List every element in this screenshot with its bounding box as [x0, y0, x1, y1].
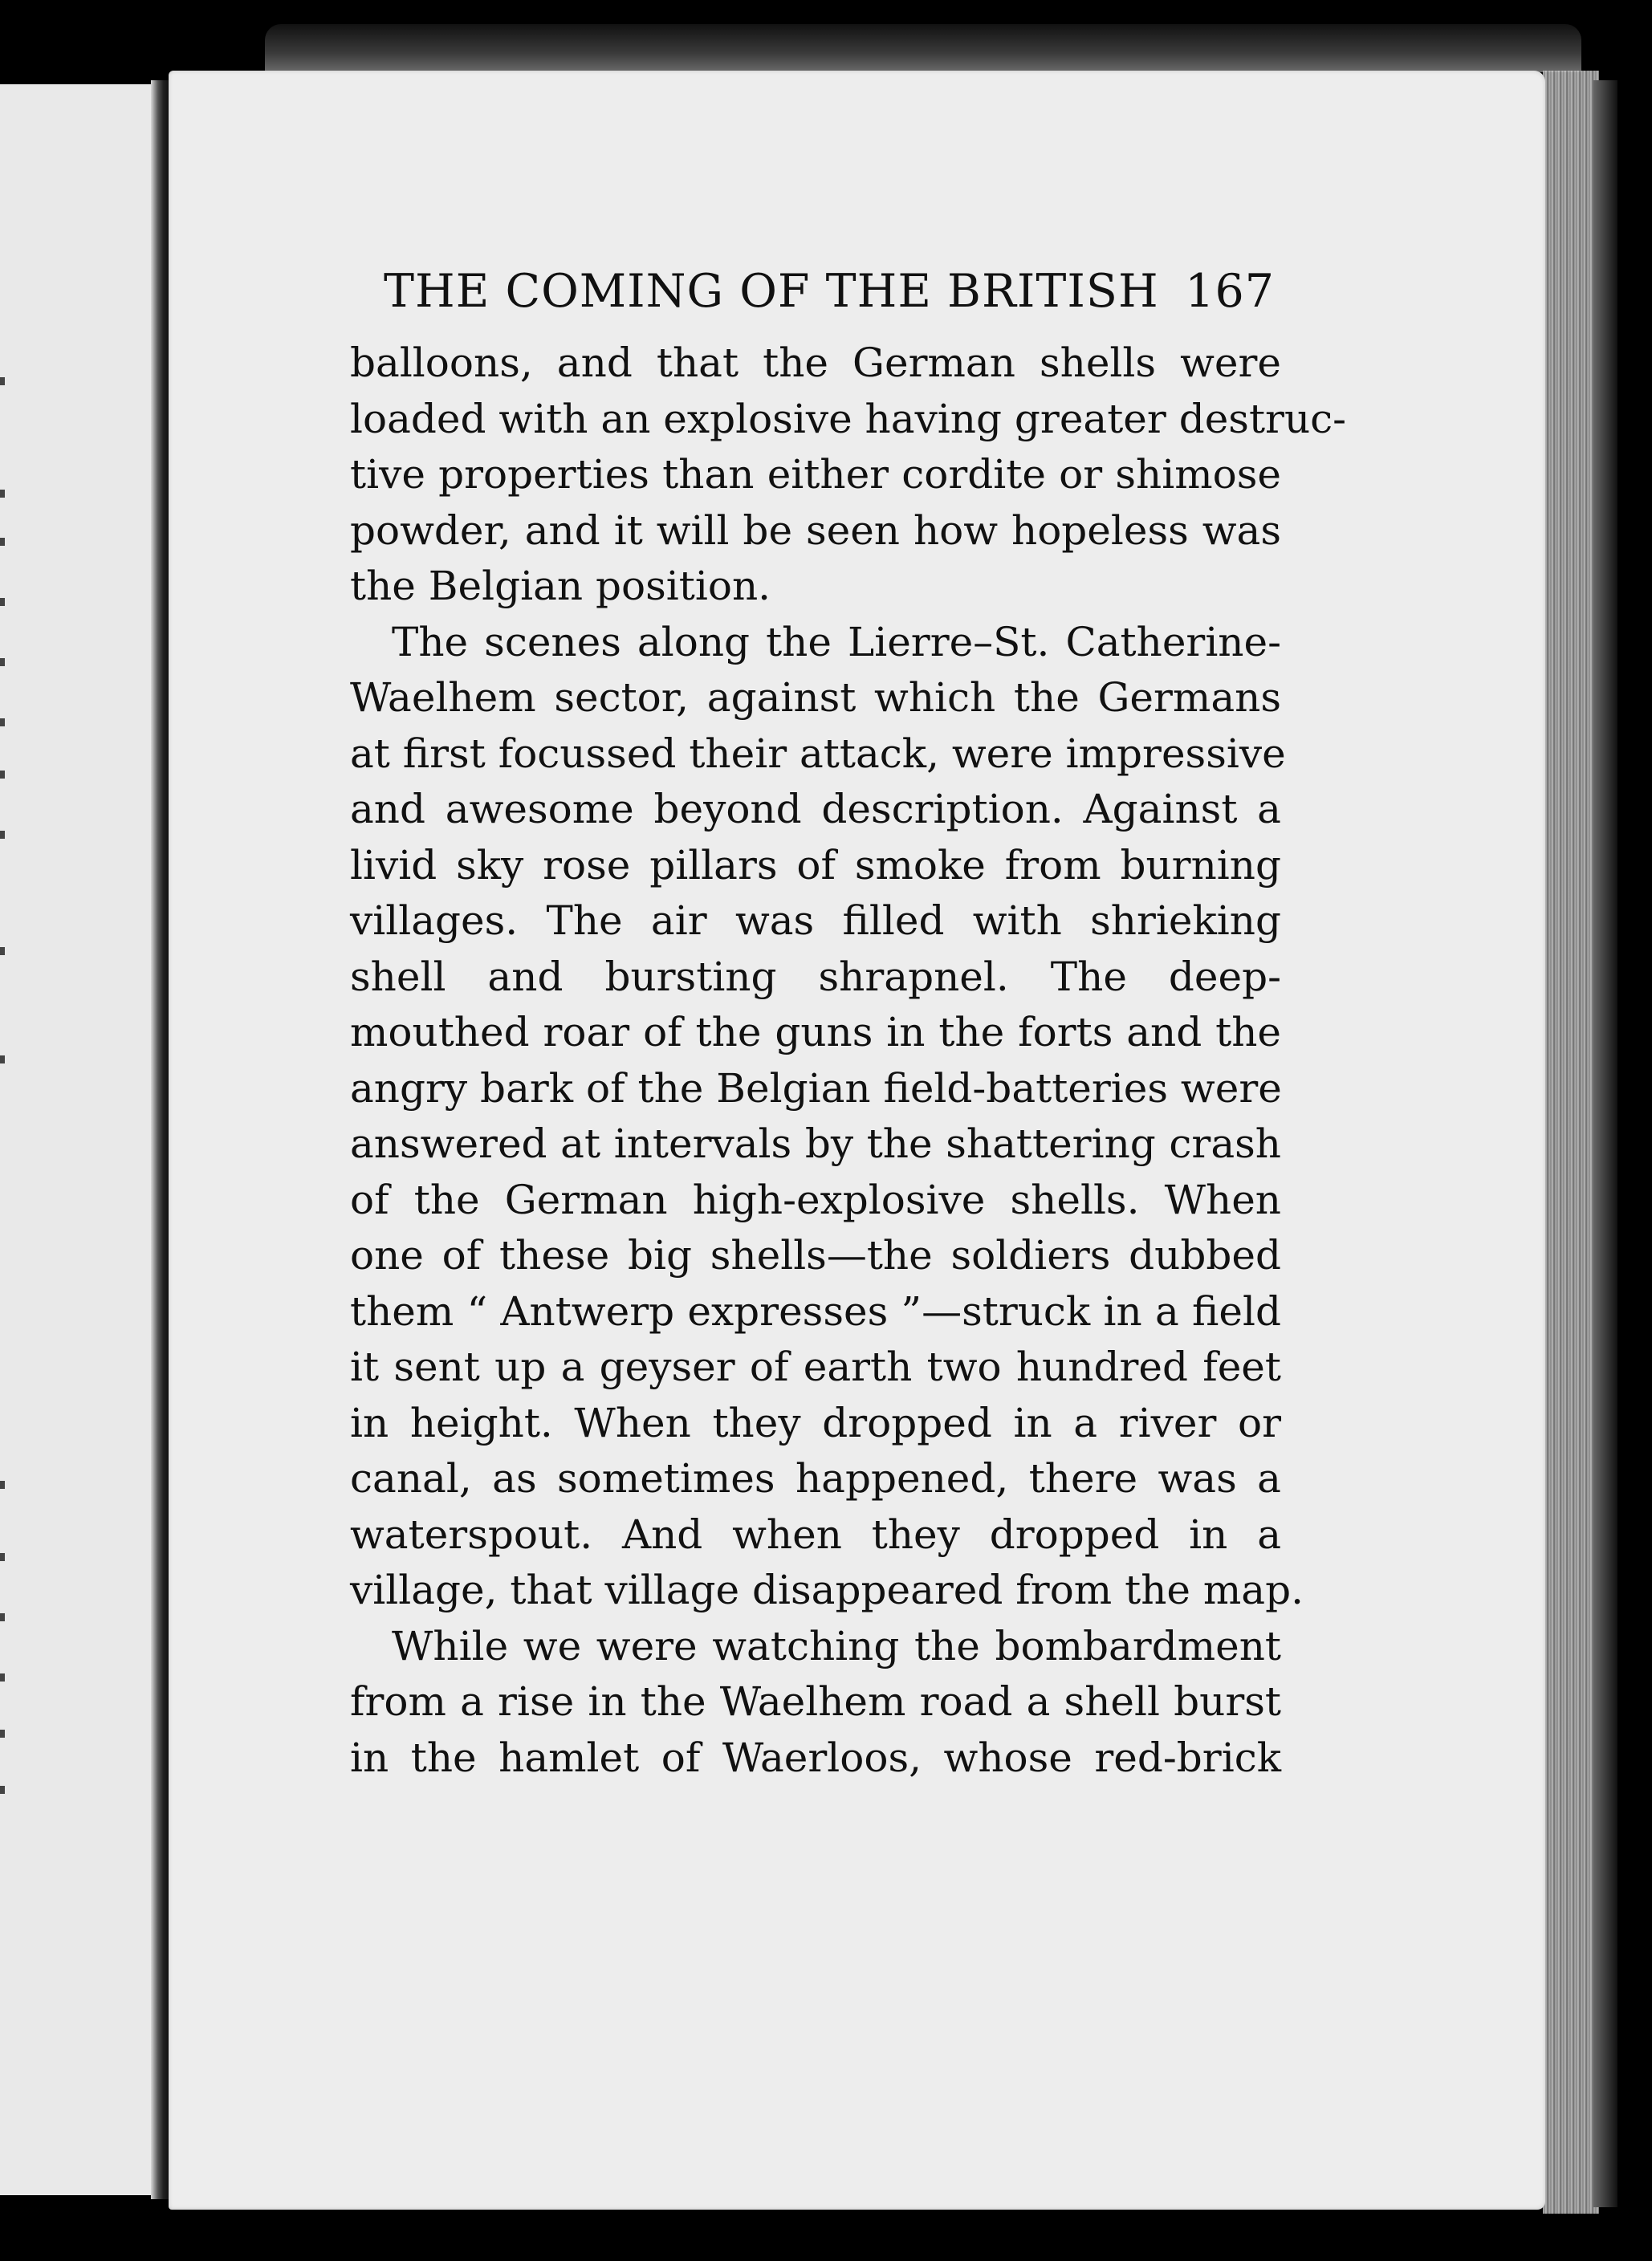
text-line: at first focussed their attack, were impressive — [350, 730, 1286, 777]
text-line: village, that village disappeared from the map. — [350, 1567, 1304, 1613]
text-line: shell and bursting shrapnel. The deep- — [350, 953, 1281, 1000]
margin-mark — [0, 538, 5, 546]
margin-mark — [0, 1786, 5, 1794]
text-line: canal, as sometimes happened, there was a — [350, 1455, 1281, 1502]
text-line: answered at intervals by the shattering crash — [350, 1120, 1281, 1167]
text-line: loaded with an explosive having greater destruc- — [350, 395, 1347, 442]
margin-mark — [0, 718, 5, 726]
margin-mark — [0, 1481, 5, 1489]
text-line: in height. When they dropped in a river or — [350, 1399, 1281, 1446]
text-line: angry bark of the Belgian field-batteries were — [350, 1064, 1282, 1112]
text-line: of the German high-explosive shells. When — [350, 1176, 1281, 1223]
text-line: tive properties than either cordite or shimose — [350, 451, 1281, 498]
running-head — [384, 265, 1275, 321]
margin-mark — [0, 947, 5, 955]
text-line: villages. The air was filled with shrieking — [350, 897, 1281, 944]
page-stack-edge — [1543, 71, 1599, 2214]
text-line: from a rise in the Waelhem road a shell burst — [350, 1678, 1281, 1725]
text-line: them “ Antwerp expresses ”—struck in a field — [350, 1287, 1281, 1335]
margin-mark — [0, 831, 5, 839]
margin-mark — [0, 1613, 5, 1621]
margin-mark — [0, 1055, 5, 1063]
margin-mark — [0, 377, 5, 385]
text-line: waterspout. And when they dropped in a — [350, 1511, 1281, 1558]
page-number: 167 — [1185, 265, 1275, 318]
text-line: While we were watching the bombardment — [392, 1622, 1281, 1669]
margin-mark — [0, 1673, 5, 1682]
text-line: in the hamlet of Waerloos, whose red-brick — [350, 1734, 1281, 1781]
margin-mark — [0, 658, 5, 666]
text-line: powder, and it will be seen how hopeless was — [350, 506, 1281, 554]
text-line: balloons, and that the German shells were — [350, 340, 1281, 386]
gutter-shadow — [151, 80, 169, 2199]
margin-mark — [0, 598, 5, 606]
text-line: and awesome beyond description. Against a — [350, 786, 1281, 832]
margin-mark — [0, 1553, 5, 1561]
margin-mark — [0, 771, 5, 779]
text-line: livid sky rose pillars of smoke from burning — [350, 841, 1281, 889]
running-head-title: THE COMING OF THE BRITISH — [384, 265, 1159, 318]
binding-top-strip — [265, 24, 1581, 72]
text-line: mouthed roar of the guns in the forts and the — [350, 1009, 1281, 1055]
body-text — [350, 335, 1347, 1786]
text-line: one of these big shells—the soldiers dubbed — [350, 1232, 1281, 1279]
left-facing-page — [0, 84, 161, 2195]
text-line: The scenes along the Lierre–St. Catherine- — [392, 618, 1281, 665]
text-line: the Belgian position. — [350, 563, 771, 609]
margin-mark — [0, 490, 5, 498]
page-stack-shadow — [1593, 80, 1617, 2207]
margin-mark — [0, 1730, 5, 1738]
text-line: Waelhem sector, against which the Germans — [350, 674, 1281, 721]
text-line: it sent up a geyser of earth two hundred feet — [350, 1344, 1281, 1390]
